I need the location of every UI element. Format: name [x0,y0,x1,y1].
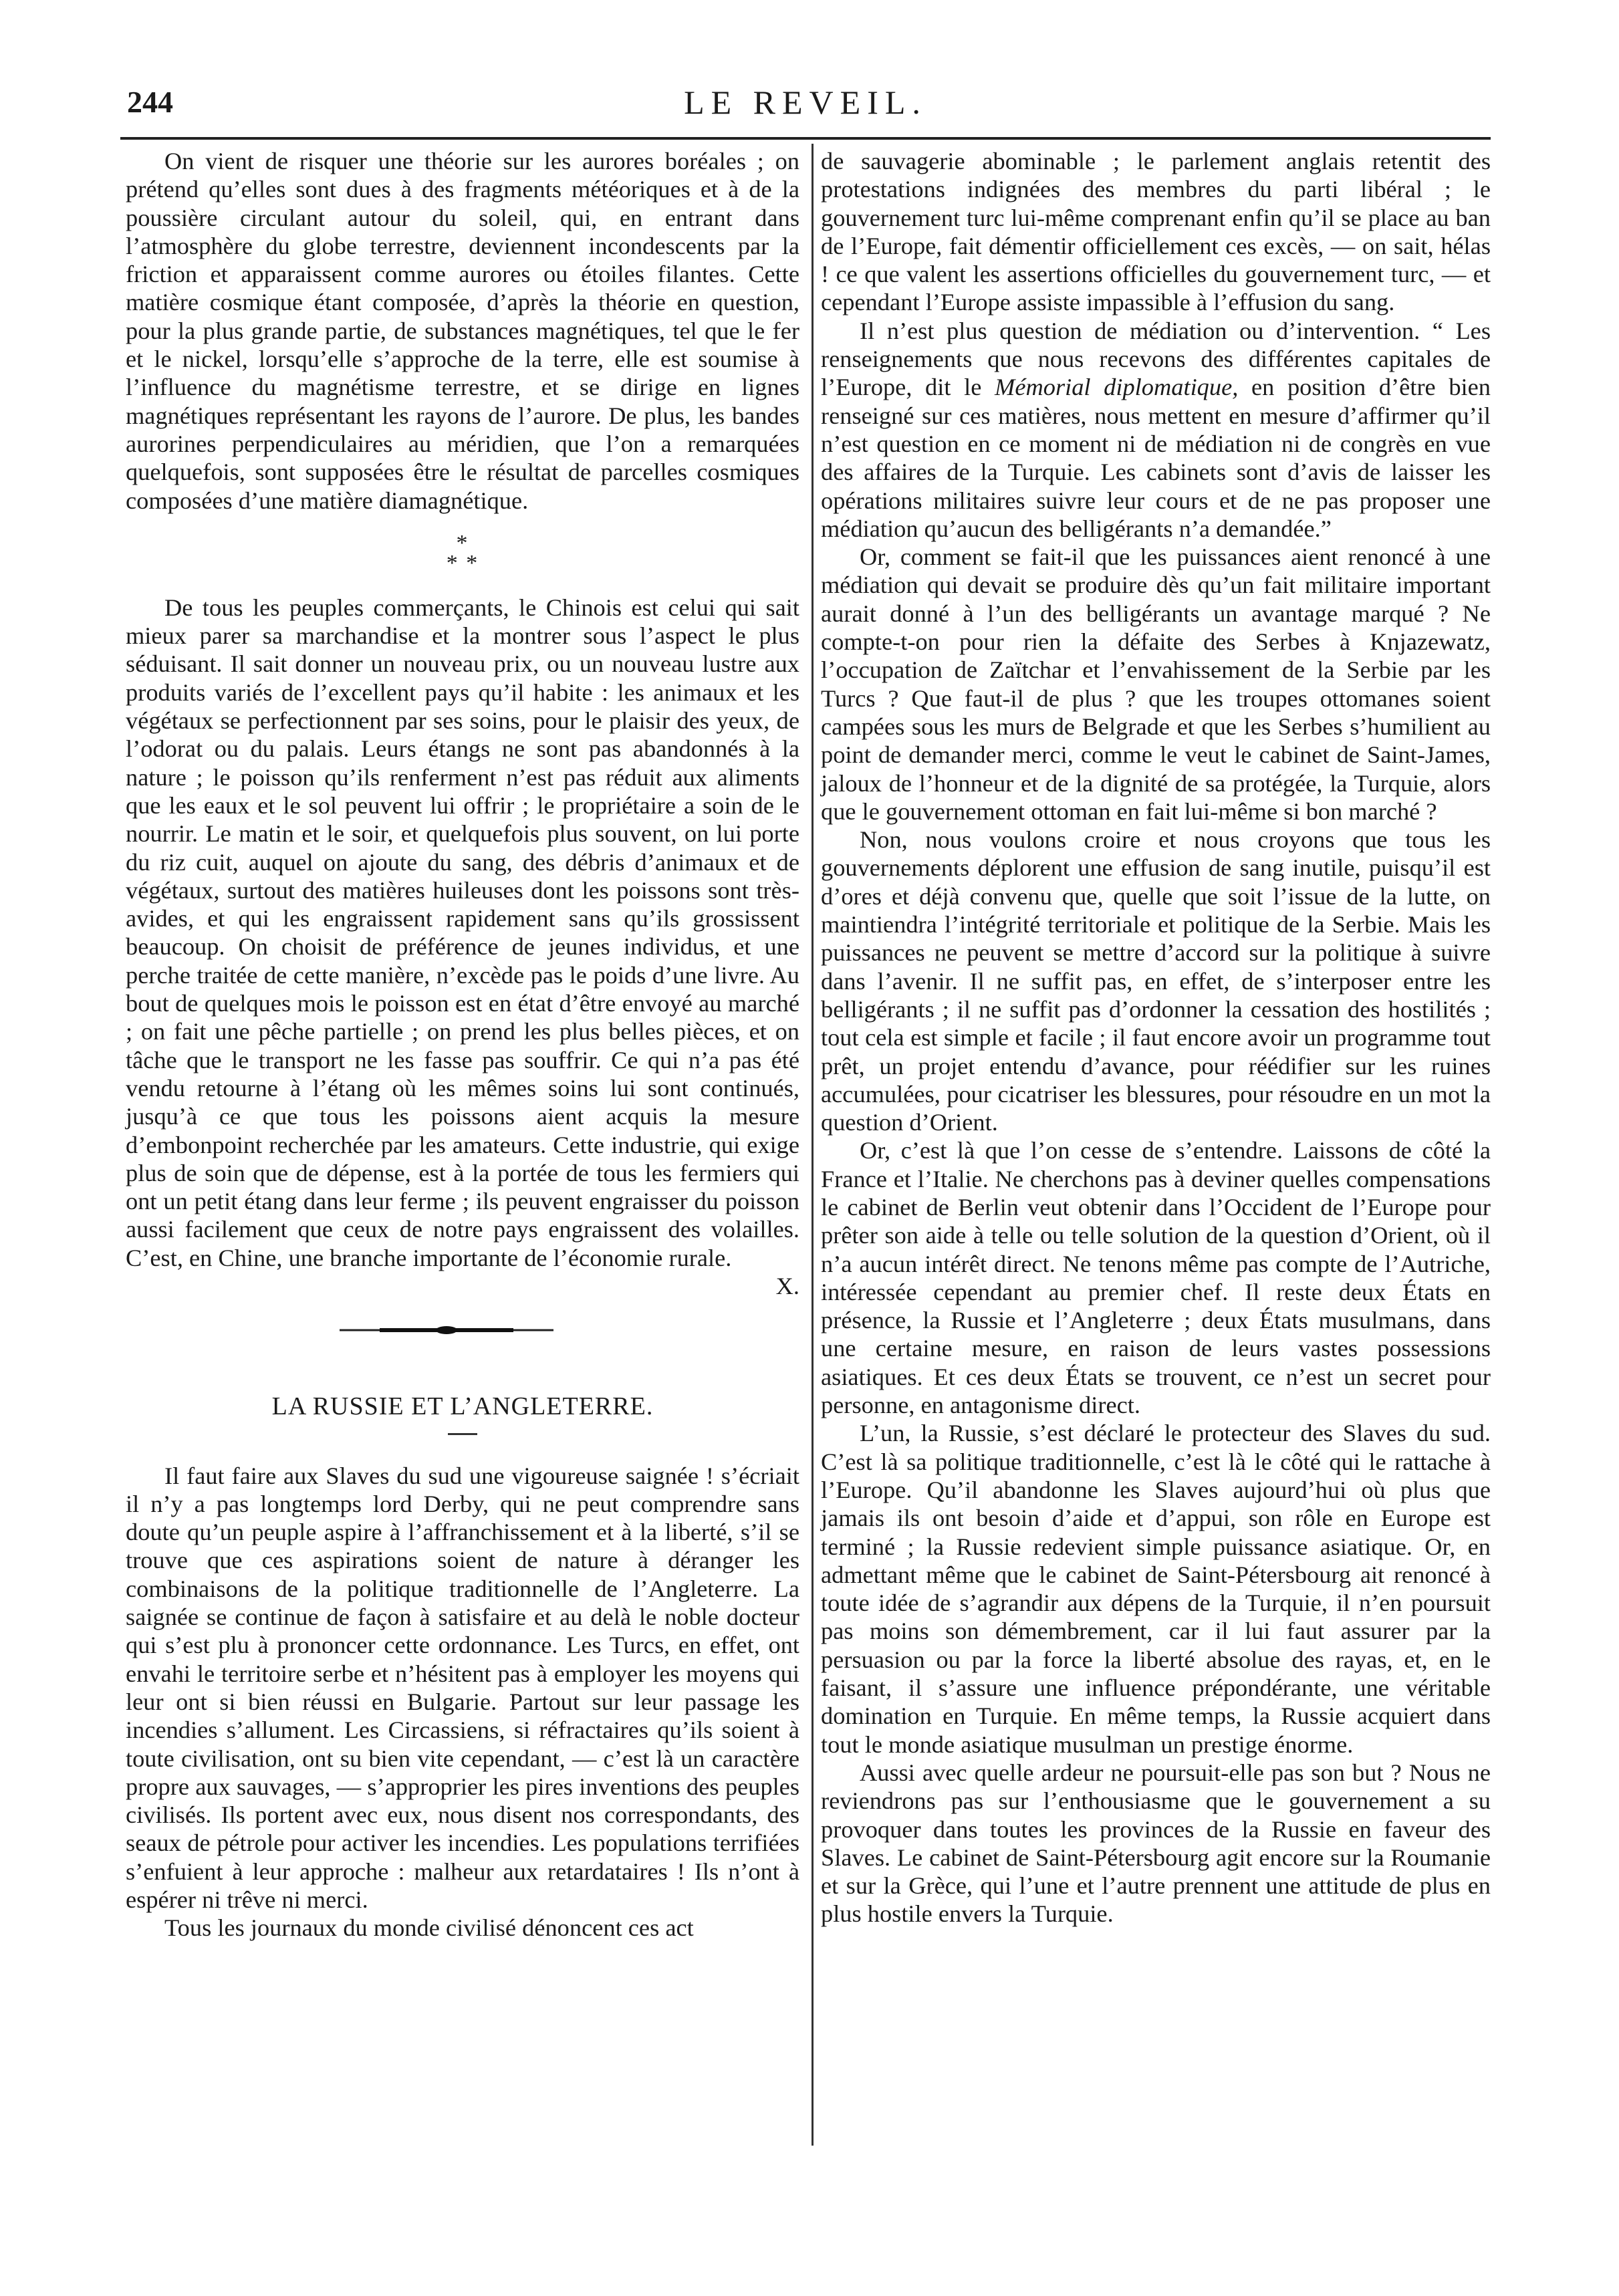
title-underline [448,1433,477,1435]
ardeur-paragraph: Aussi avec quelle ardeur ne poursuit-elle pas son but ? Nous ne reviendrons pas sur l’enthousiasme que le gouvernement a su provoquer dans toutes les provinces de la Russie en faveur des Slaves. Le cabinet de Saint-Pétersbourg agit encore sur la Roumanie et sur la Grèce, qui l’une et l’autre prennent une attitude de plus en plus hostile envers la Turquie. [821,1759,1491,1928]
mediation-text-b: en position d’être bien renseigné sur ces matières, nous mettent en mesure d’affirmer qu’il n’est question en ce moment ni de médiation ni de congrès en vue des affaires de la Turquie. Les cabinets sont d’avis de laisser les opérations militaires suivre leur cours et de ne pas proposer une médiation qu’aucun des belligérants n’a demandée.” [821,374,1491,542]
page-number: 244 [127,85,173,119]
header-rule [120,137,1491,140]
continued-paragraph: de sauvagerie abominable ; le parlement anglais retentit des protestations indignées des membres du parti libéral ; le gouvernement turc lui-même comprenant enfin qu’il se place au ban de l’Europe, fait démentir officiellement ces excès, — on sait, hélas ! ce que valent les assertions officielles du gouvernement turc, — et cependant l’Europe assiste impassible à l’effusion du sang. [821,148,1491,316]
east-question-paragraph: Or, c’est là que l’on cesse de s’entendre. Laissons de côté la France et l’Italie. Ne cherchons pas à deviner quelles compensations le cabinet de Berlin veut obtenir dans l’Occident de l’Europe pour prêter son aide à telle ou telle solution de la question d’Orient, où il n’a aucun intérêt direct. Ne tenons même pas compte de l’Autriche, intéressée cependant au premier chef. Il reste deux États en présence, la Russie et l’Angleterre ; deux États musulmans, dans une certaine mesure, en raison de leurs vastes possessions asiatiques. Et ces deux États se trouvent, ce n’est un secret pour personne, en antagonisme direct. [821,1137,1491,1419]
page-header [120,79,1491,132]
right-column [821,147,1491,1928]
left-column [126,147,799,1942]
russia-england-paragraph: Il faut faire aux Slaves du sud une vigoureuse saignée ! s’écriait il n’y a pas longtemps lord Derby, qui ne peut comprendre sans doute qu’un peuple aspire à l’affranchissement et à la liberté, s’il se trouve que ces aspirations soient de nature à déranger les combinaisons de la politique traditionnelle de l’Angleterre. La saignée se continue de façon à satisfaire et au delà le noble docteur qui s’est plu à prononcer cette ordonnance. Les Turcs, en effet, ont envahi le territoire serbe et n’hésitent pas à employer les moyens qui leur ont si bien réussi en Bulgarie. Partout sur leur passage les incendies s’allument. Les Circassiens, si réfractaires qu’ils soient à toute civilisation, ont su bien vite cependant, — c’est là un caractère propre aux sauvages, — s’approprier les pires inventions des peuples civilisés. Ils portent avec eux, nous disent nos correspondants, des seaux de pétrole pour activer les incendies. Les populations terrifiées s’enfuient à leur approche : malheur aux retardataires ! Ils n’ont à espérer ni trêve ni merci. [126,1462,799,1914]
russia-paragraph: L’un, la Russie, s’est déclaré le protecteur des Slaves du sud. C’est là sa politique traditionnelle, c’est là le côté qui le rattache à l’Europe. Qu’il abandonne les Slaves aujourd’hui où plus que jamais ils ont besoin d’aide et d’appui, son rôle en Europe est terminé ; la Russie redevient simple puissance asiatique. Or, en admettant même que le cabinet de Saint-Pétersbourg ait renoncé à toute idée de s’agrandir aux dépens de la Turquie, il n’en poursuit pas moins son démembrement, car il lui faut assurer par la persuasion ou par la force la liberté absolue des rayas, et, en le faisant, il s’assure une influence prépondérante, une véritable domination en Turquie. En même temps, la Russie acquiert dans tout le monde asiatique musulman un prestige énorme. [821,1420,1491,1758]
mediation-text-a: Il n’est plus question de médiation ou d’intervention. “ Les renseignements que nous recevons des différentes capitales de l’Europe, dit le [821,317,1491,401]
ornament-divider [126,1300,799,1360]
ornament-rule-icon [340,1325,553,1335]
aurora-article-paragraph: On vient de risquer une théorie sur les aurores boréales ; on prétend qu’elles sont dues à des fragments météoriques et à de la poussière circulant autour du soleil, qui, en entrant dans l’atmosphère du globe terrestre, deviennent incondescents par la friction et apparaissent comme aurores ou étoiles filantes. Cette matière cosmique étant composée, d’après la théorie en question, pour la plus grande partie, de substances magnétiques, tel que le fer et le nickel, lorsqu’elle s’approche de la terre, elle est soumise à l’influence du magnétisme terrestre, et se dirige en lignes magnétiques représentant les rayons de l’aurore. De plus, les bandes aurorines perpendiculaires au méridien, que l’on a remarquées quelquefois, sont supposées être le résultat de parcelles cosmiques composées d’une matière diamagnétique. [126,148,799,514]
powers-paragraph: Or, comment se fait-il que les puissances aient renoncé à une médiation qui devait se produire dès qu’un fait militaire important aurait donné à l’un des belligérants un avantage marqué ? Ne compte-t-on pour rien la défaite des Serbes à Knjazewatz, l’occupation de Zaïtchar et l’envahissement de la Serbie par les Turcs ? Que faut-il de plus ? que les troupes ottomanes soient campées sous les murs de Belgrade et que les Serbes s’humilient au point de demander merci, comme le veut le cabinet de Saint-James, jaloux de l’honneur et de la dignité de sa protégée, la Turquie, alors que le gouvernement ottoman en fait lui-même si bon marché ? [821,543,1491,825]
publication-name: Mémorial diplomatique, [995,374,1239,401]
article-signature: X. [775,1272,799,1299]
mediation-paragraph [821,317,1491,543]
journal-title: LE REVEIL. [684,84,927,121]
article-title: LA RUSSIE ET L’ANGLETERRE. [271,1392,654,1421]
russia-england-paragraph: Tous les journaux du monde civilisé dénoncent ces act [164,1914,694,1942]
section-separator-stars: * * * [446,530,479,576]
chinese-fish-article-paragraph: De tous les peuples commerçants, le Chinois est celui qui sait mieux parer sa marchandise et la montrer sous l’aspect le plus séduisant. Il sait donner un nouveau prix, ou un nouveau lustre aux produits variés de l’excellent pays qu’il habite : les animaux et les végétaux se perfectionnent par ses soins, pour le plaisir des yeux, de l’odorat ou du palais. Leurs étangs ne sont pas abandonnés à la nature ; le poisson qu’ils renferment n’est pas réduit aux aliments que les eaux et le sol peuvent lui offrir ; le propriétaire a soin de le nourrir. Le matin et le soir, et quelquefois plus souvent, on lui porte du riz cuit, auquel on ajoute du sang, des débris d’animaux et de végétaux, surtout des matières huileuses dont les poissons sont très-avides, et qui les engraissent rapidement sans qu’ils grossissent beaucoup. On choisit de préférence de jeunes individus, et une perche traitée de cette manière, n’excède pas le poids d’une livre. Au bout de quelques mois le poisson est en état d’être envoyé au marché ; on fait une pêche partielle ; on prend les plus belles pièces, et on tâche que le transport ne les fasse pas souffrir. Ce qui n’a pas été vendu retourne à l’étang où les mêmes soins lui sont continués, jusqu’à ce que tous les poissons aient acquis la mesure d’embonpoint recherchée par les amateurs. Cette industrie, qui exige plus de soin que de dépense, est à la portée de tous les fermiers qui ont un petit étang dans leur ferme ; ils peuvent engraisser du poisson aussi facilement que ceux de notre pays engraissent des volailles. C’est, en Chine, une branche importante de l’économie rurale. [126,594,799,1271]
column-divider [812,144,814,2146]
governments-paragraph: Non, nous voulons croire et nous croyons que tous les gouvernements déplorent une effusion de sang inutile, puisqu’il est d’ores et déjà convenu que, quelle que soit l’issue de la lutte, on maintiendra l’intégrité territoriale et politique de la Serbie. Mais les puissances ne peuvent se mettre d’accord sur la politique à suivre dans l’avenir. Il ne suffit pas, en effet, de s’interposer entre les belligérants ; il ne suffit pas d’ordonner la cessation des hostilités ; tout cela est simple et facile ; il faut encore avoir un programme tout prêt, un projet entendu d’avance, pour réédifier sur les ruines accumulées, pour cicatriser les blessures, pour résoudre en un mot la question d’Orient. [821,826,1491,1136]
